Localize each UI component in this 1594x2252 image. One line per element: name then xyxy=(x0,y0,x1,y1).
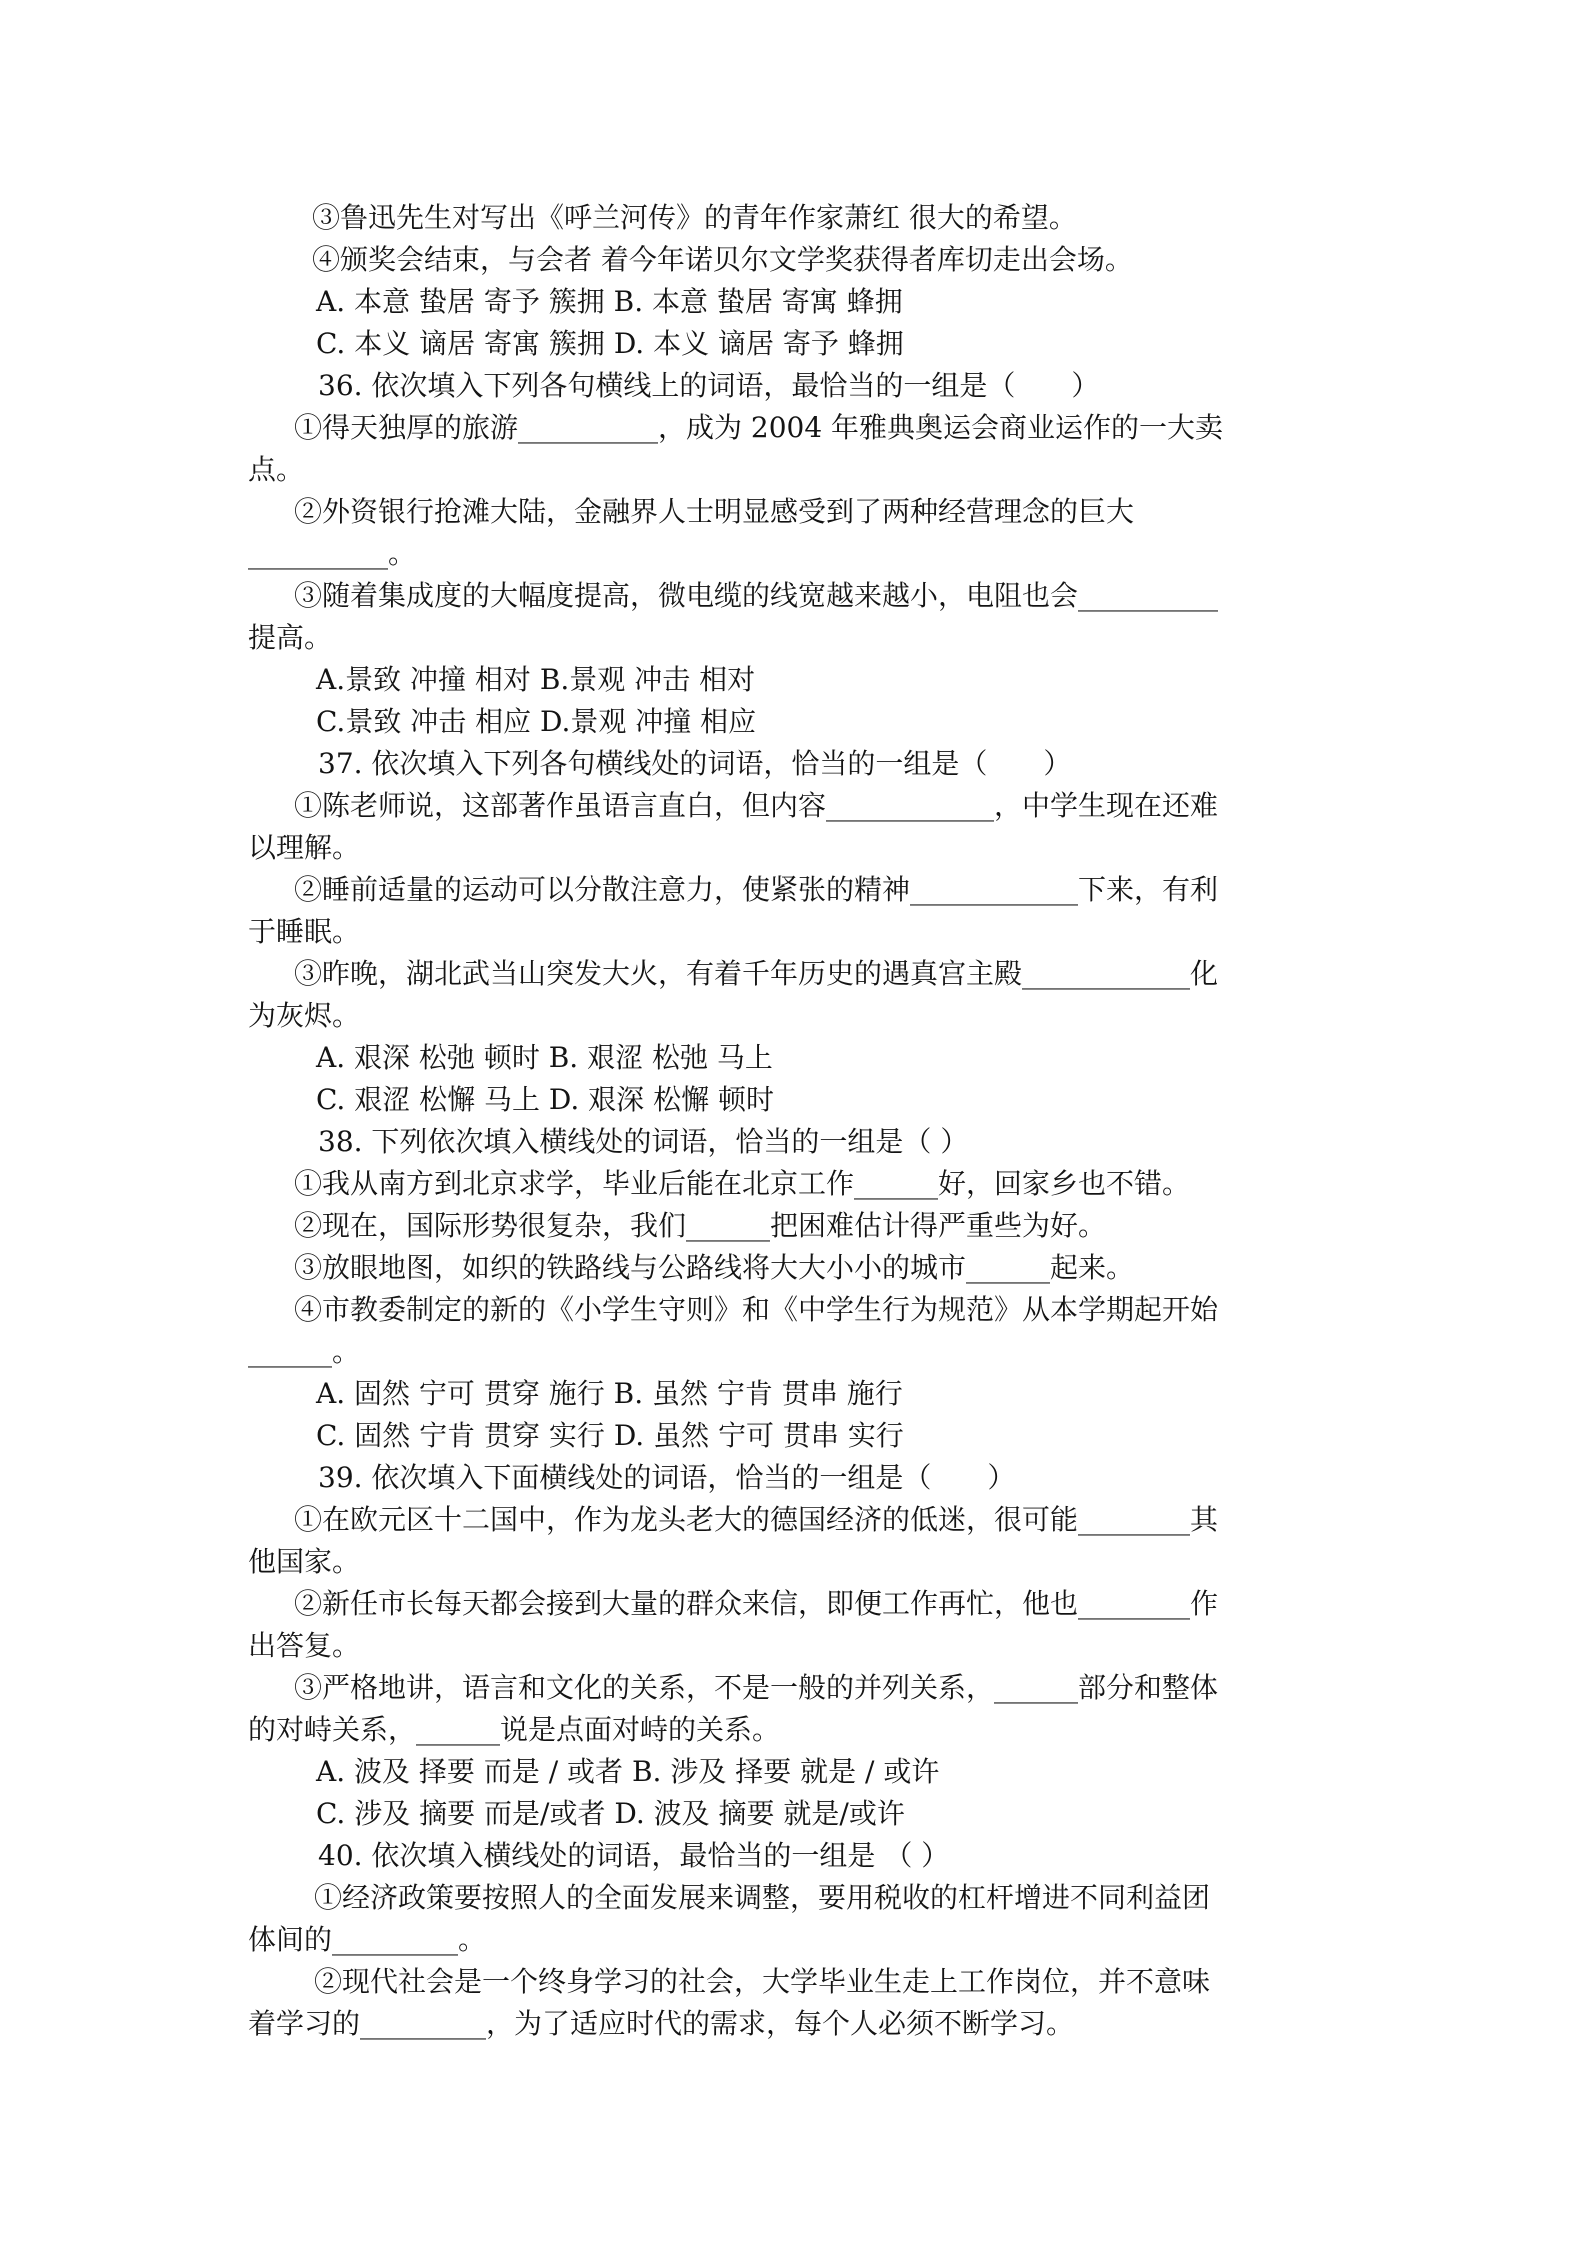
text-line: ③鲁迅先生对写出《呼兰河传》的青年作家萧红 很大的希望。 xyxy=(312,201,1077,234)
option-line: C.景致 冲击 相应 D.景观 冲撞 相应 xyxy=(316,705,757,738)
option-line: C. 固然 宁肯 贯穿 实行 D. 虽然 宁可 贯串 实行 xyxy=(316,1419,904,1452)
text-line: 以理解。 xyxy=(248,831,361,864)
question-heading: 36. 依次填入下列各句横线上的词语，最恰当的一组是（ ） xyxy=(318,369,1100,402)
text-line: 出答复。 xyxy=(248,1629,361,1662)
option-line: A. 艰深 松弛 顿时 B. 艰涩 松弛 马上 xyxy=(316,1041,773,1074)
option-line: A. 波及 择要 而是 / 或者 B. 涉及 择要 就是 / 或许 xyxy=(316,1755,940,1788)
text-line: ①陈老师说，这部著作虽语言直白，但内容____________，中学生现在还难 xyxy=(294,789,1219,822)
text-line: ②新任市长每天都会接到大量的群众来信，即便工作再忙，他也________作 xyxy=(294,1587,1219,1620)
option-line: C. 艰涩 松懈 马上 D. 艰深 松懈 顿时 xyxy=(316,1083,774,1116)
text-line: ③昨晚，湖北武当山突发大火，有着千年历史的遇真宫主殿____________化 xyxy=(294,957,1219,990)
text-line: 为灰烬。 xyxy=(248,999,361,1032)
question-heading: 40. 依次填入横线处的词语，最恰当的一组是 （ ） xyxy=(318,1839,950,1872)
text-line: ①经济政策要按照人的全面发展来调整，要用税收的杠杆增进不同利益团 xyxy=(314,1881,1211,1914)
text-line: ①得天独厚的旅游__________，成为 2004 年雅典奥运会商业运作的一大卖 xyxy=(294,411,1224,444)
text-line: 提高。 xyxy=(248,621,333,654)
text-line: ②睡前适量的运动可以分散注意力，使紧张的精神____________下来，有利 xyxy=(294,873,1219,906)
text-line: ④市教委制定的新的《小学生守则》和《中学生行为规范》从本学期起开始 xyxy=(294,1293,1219,1326)
text-line: 他国家。 xyxy=(248,1545,361,1578)
text-line: ③放眼地图，如织的铁路线与公路线将大大小小的城市______起来。 xyxy=(294,1251,1135,1284)
question-heading: 39. 依次填入下面横线处的词语，恰当的一组是（ ） xyxy=(318,1461,1016,1494)
question-heading: 38. 下列依次填入横线处的词语，恰当的一组是（ ） xyxy=(318,1125,969,1158)
option-line: A. 固然 宁可 贯穿 施行 B. 虽然 宁肯 贯串 施行 xyxy=(316,1377,903,1410)
text-line: ①在欧元区十二国中，作为龙头老大的德国经济的低迷，很可能________其 xyxy=(294,1503,1219,1536)
text-line: 体间的_________。 xyxy=(248,1923,487,1956)
text-line: ④颁奖会结束，与会者 着今年诺贝尔文学奖获得者库切走出会场。 xyxy=(312,243,1133,276)
option-line: A.景致 冲撞 相对 B.景观 冲击 相对 xyxy=(316,663,756,696)
text-line: ②现代社会是一个终身学习的社会，大学毕业生走上工作岗位，并不意味 xyxy=(314,1965,1211,1998)
text-line: ②现在，国际形势很复杂，我们______把困难估计得严重些为好。 xyxy=(294,1209,1107,1242)
option-line: A. 本意 蛰居 寄予 簇拥 B. 本意 蛰居 寄寓 蜂拥 xyxy=(316,285,903,318)
option-line: C. 本义 谪居 寄寓 簇拥 D. 本义 谪居 寄予 蜂拥 xyxy=(316,327,904,360)
option-line: C. 涉及 摘要 而是/或者 D. 波及 摘要 就是/或许 xyxy=(316,1797,905,1830)
text-line: 点。 xyxy=(248,453,305,486)
text-line: ______。 xyxy=(248,1335,361,1368)
text-line: 着学习的_________，为了适应时代的需求，每个人必须不断学习。 xyxy=(248,2007,1075,2040)
text-line: 于睡眠。 xyxy=(248,915,361,948)
text-line: ③随着集成度的大幅度提高，微电缆的线宽越来越小，电阻也会__________ xyxy=(294,579,1219,612)
text-line: ①我从南方到北京求学，毕业后能在北京工作______好，回家乡也不错。 xyxy=(294,1167,1191,1200)
text-line: ②外资银行抢滩大陆，金融界人士明显感受到了两种经营理念的巨大 xyxy=(294,495,1135,528)
text-line: 的对峙关系，______说是点面对峙的关系。 xyxy=(248,1713,781,1746)
question-heading: 37. 依次填入下列各句横线处的词语，恰当的一组是（ ） xyxy=(318,747,1072,780)
text-line: __________。 xyxy=(248,537,417,570)
text-line: ③严格地讲，语言和文化的关系，不是一般的并列关系，______部分和整体 xyxy=(294,1671,1219,1704)
